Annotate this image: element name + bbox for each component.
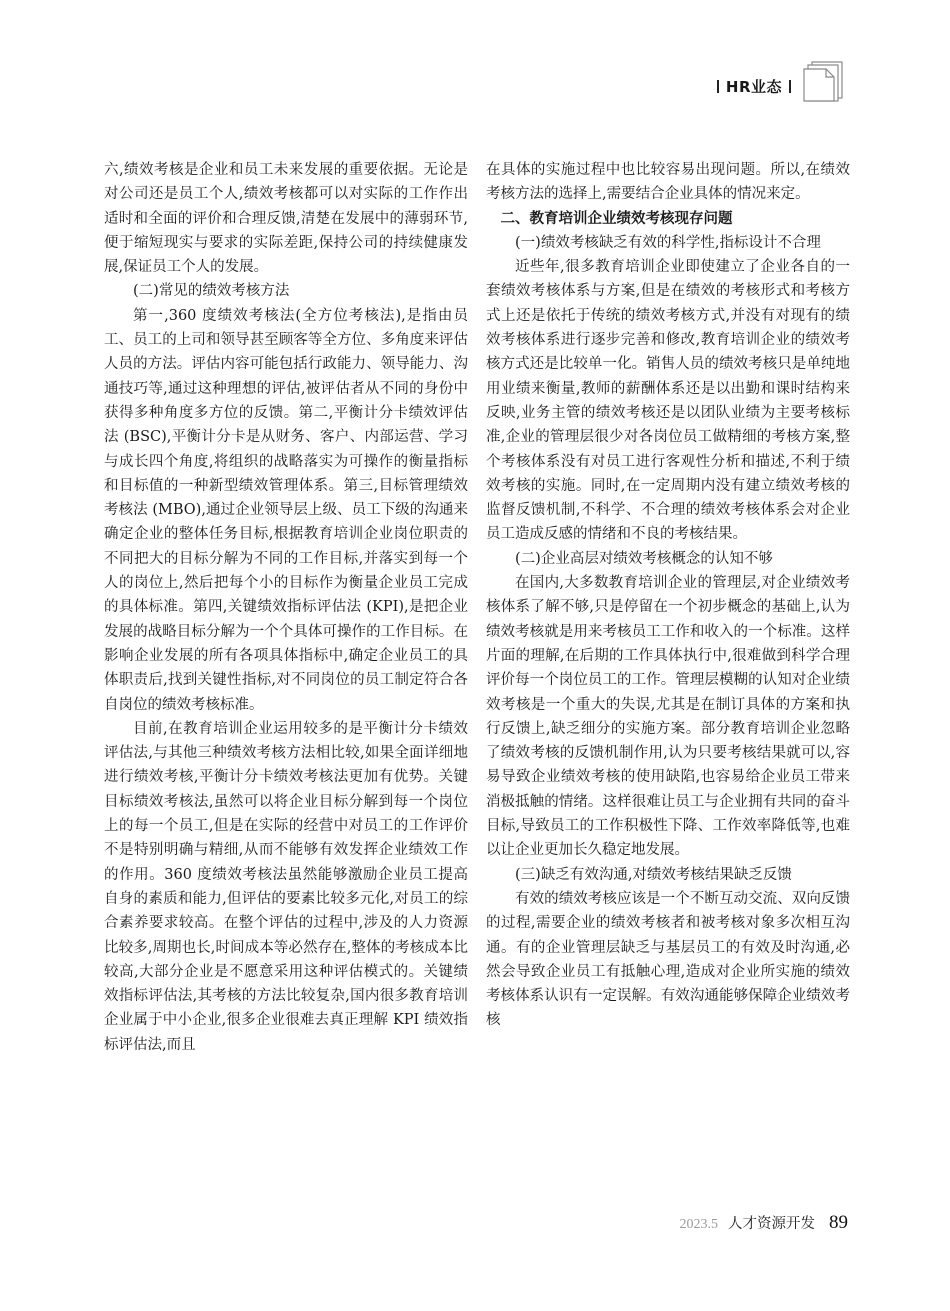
paragraph: 目前,在教育培训企业运用较多的是平衡计分卡绩效评估法,与其他三种绩效考核方法相比较,如果全面详细地进行绩效考核,平衡计分卡绩效考核法更加有优势。关键目标绩效考核法,虽然可以将企业目标分解到每一个岗位上的每一个员工,但是在实际的经营中对员工的工作评价不是特别明确与精细,从而不能够有效发挥企业绩效工作的作用。360 度绩效考核法虽然能够激励企业员工提高自身的素质和能力,但评估的要素比较多元化,对员工的综合素养要求较高。在整个评估的过程中,涉及的人力资源比较多,周期也长,时间成本等必然存在,整体的考核成本比较高,大部分企业是不愿意采用这种评估模式的。关键绩效指标评估法,其考核的方法比较复杂,国内很多教育培训企业属于中小企业,很多企业很难去真正理解 KPI 绩效指标评估法,而且: [104, 720, 468, 1053]
document-stack-icon: [802, 60, 846, 102]
right-column: [486, 158, 850, 1033]
page-number: 89: [829, 1212, 848, 1233]
left-column: [104, 158, 468, 1057]
section-label: HR业态: [725, 77, 782, 96]
paragraph: 在国内,大多数教育培训企业的管理层,对企业绩效考核体系了解不够,只是停留在一个初步概念的基础上,认为绩效考核就是用来考核员工工作和收入的一个标准。这样片面的理解,在后期的工作具体执行中,很难做到科学合理评价每一个岗位员工的工作。管理层模糊的认知对企业绩效考核是一个重大的失误,尤其是在制订具体的方案和执行反馈上,缺乏细分的实施方案。部分教育培训企业忽略了绩效考核的反馈机制作用,认为只要考核结果就可以,容易导致企业绩效考核的使用缺陷,也容易给企业员工带来消极抵触的情绪。这样很难让员工与企业拥有共同的奋斗目标,导致员工的工作积极性下降、工作效率降低等,也难以让企业更加长久稳定地发展。: [486, 575, 850, 859]
page-footer: [680, 1212, 849, 1234]
subheading-common-methods: (二)常见的绩效考核方法: [133, 283, 290, 300]
journal-name: 人才资源开发: [728, 1216, 815, 1232]
subheading-awareness: (二)企业高层对绩效考核概念的认知不够: [515, 550, 773, 567]
paragraph: 六,绩效考核是企业和员工未来发展的重要依据。无论是对公司还是员工个人,绩效考核都可以对实际的工作作出适时和全面的评价和合理反馈,清楚在发展中的薄弱环节,便于缩短现实与要求的实际差距,保持公司的持续健康发展,保证员工个人的发展。: [104, 162, 468, 276]
header-bar-right: [789, 80, 791, 93]
issue-date: 2023.5: [679, 1217, 718, 1232]
section-heading: 二、教育培训企业绩效考核现存问题: [500, 210, 733, 227]
paragraph: 有效的绩效考核应该是一个不断互动交流、双向反馈的过程,需要企业的绩效考核者和被考核对象多次相互沟通。有的企业管理层缺乏与基层员工的有效及时沟通,必然会导致企业员工有抵触心理,造成对企业所实施的绩效考核体系认识有一定误解。有效沟通能够保障企业绩效考核: [486, 890, 850, 1029]
header-bar-left: [717, 80, 719, 93]
paragraph: 第一,360 度绩效考核法(全方位考核法),是指由员工、员工的上司和领导甚至顾客等全方位、多角度来评估人员的方法。评估内容可能包括行政能力、领导能力、沟通技巧等,通过这种理想的评估,被评估者从不同的身份中获得多种角度多方位的反馈。第二,平衡计分卡绩效评估法 (BSC),平衡计分卡是从财务、客户、内部运营、学习与成长四个角度,将组织的战略落实为可操作的衡量指标和目标值的一种新型绩效管理体系。第三,目标管理绩效考核法 (MBO),通过企业领导层上级、员工下级的沟通来确定企业的整体任务目标,根据教育培训企业岗位职责的不同把大的目标分解为不同的工作目标,并落实到每一个人的岗位上,然后把每个小的目标作为衡量企业员工完成的具体标准。第四,关键绩效指标评估法 (KPI),是把企业发展的战略目标分解为一个个具体可操作的工作目标。在影响企业发展的所有各项具体指标中,确定企业员工的具体职责后,找到关键性指标,对不同岗位的员工制定符合各自岗位的绩效考核标准。: [104, 307, 468, 713]
paragraph: 在具体的实施过程中也比较容易出现问题。所以,在绩效考核方法的选择上,需要结合企业具体的情况来定。: [486, 162, 850, 203]
subheading-communication: (三)缺乏有效沟通,对绩效考核结果缺乏反馈: [515, 866, 792, 883]
subheading-scientific: (一)绩效考核缺乏有效的科学性,指标设计不合理: [515, 234, 821, 251]
paragraph: 近些年,很多教育培训企业即使建立了企业各自的一套绩效考核体系与方案,但是在绩效的考核形式和考核方式上还是依托于传统的绩效考核方式,并没有对现有的绩效考核体系进行逐步完善和修改,教育培训企业的绩效考核方式还是比较单一化。销售人员的绩效考核只是单纯地用业绩来衡量,教师的薪酬体系还是以出勤和课时结构来反映,业务主管的绩效考核还是以团队业绩为主要考核标准,企业的管理层很少对各岗位员工做精细的考核方案,整个考核体系没有对员工进行客观性分析和描述,不利于绩效考核的实施。同时,在一定周期内没有建立绩效考核的监督反馈机制,不科学、不合理的绩效考核体系会对企业员工造成反感的情绪和不良的考核结果。: [486, 259, 850, 543]
